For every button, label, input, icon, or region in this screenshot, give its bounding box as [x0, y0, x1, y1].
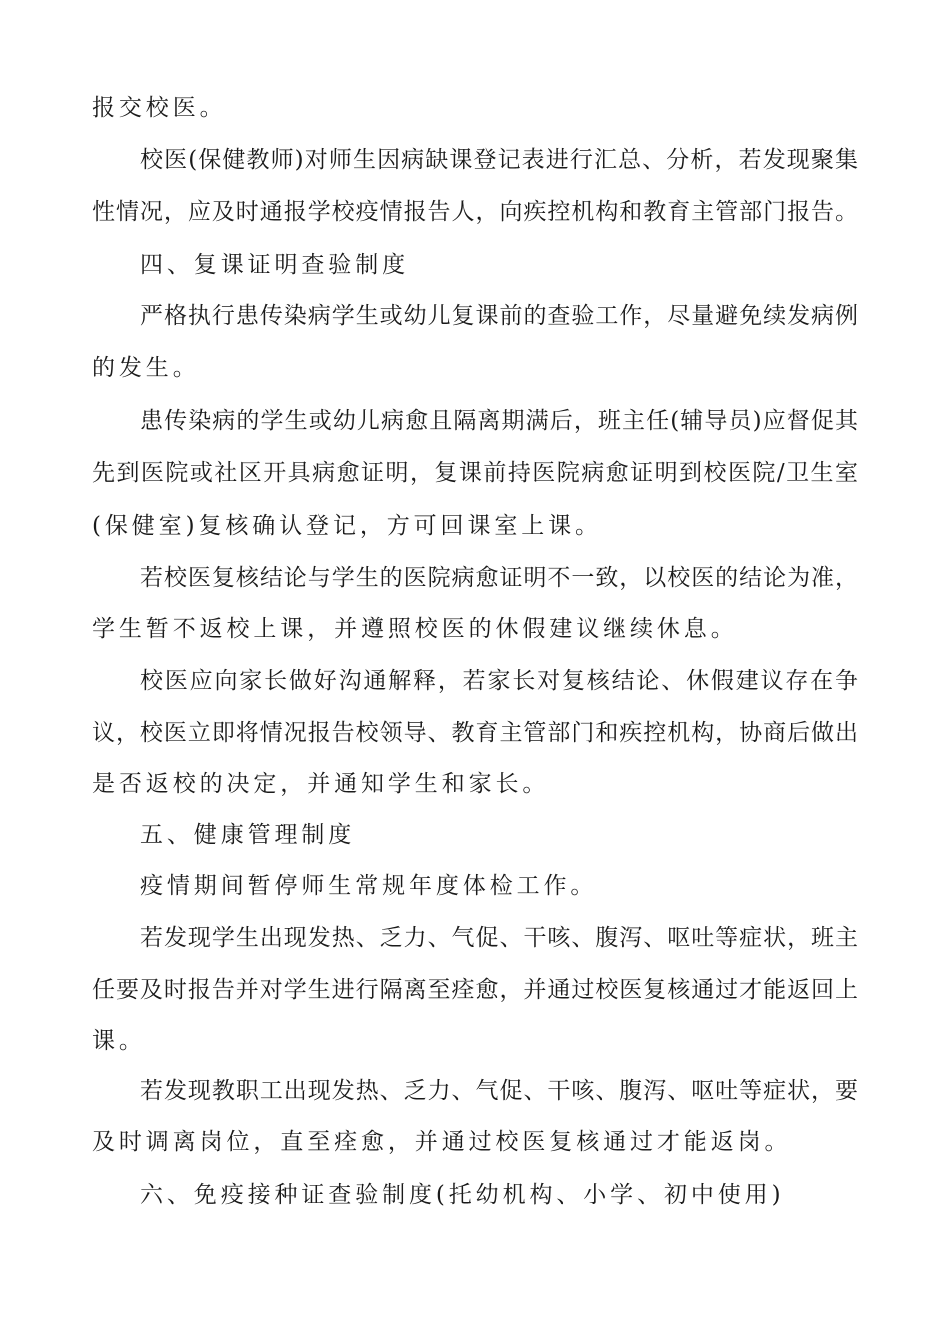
paragraph-line: 学生暂不返校上课，并遵照校医的休假建议继续休息。 — [92, 616, 738, 642]
paragraph-line: 若校医复核结论与学生的医院病愈证明不一致，以校医的结论为准， — [140, 565, 858, 591]
section-heading: 四、复课证明查验制度 — [140, 252, 409, 278]
paragraph-line: 是否返校的决定，并通知学生和家长。 — [92, 771, 550, 797]
paragraph-line: 先到医院或社区开具病愈证明，复课前持医院病愈证明到校医院/卫生室 — [92, 460, 858, 486]
paragraph-line: 若发现学生出现发热、乏力、气促、干咳、腹泻、呕吐等症状，班主 — [140, 925, 858, 951]
paragraph-line: 任要及时报告并对学生进行隔离至痊愈，并通过校医复核通过才能返回上 — [92, 977, 858, 1003]
paragraph-line: 的发生。 — [92, 355, 200, 381]
paragraph-line: 校医应向家长做好沟通解释，若家长对复核结论、休假建议存在争 — [140, 668, 858, 694]
paragraph-line: 严格执行患传染病学生或幼儿复课前的查验工作，尽量避免续发病例 — [140, 303, 858, 329]
paragraph-line: 校医(保健教师)对师生因病缺课登记表进行汇总、分析，若发现聚集 — [140, 147, 858, 173]
paragraph-line: 报交校医。 — [92, 95, 227, 121]
paragraph-line: 及时调离岗位，直至痊愈，并通过校医复核通过才能返岗。 — [92, 1129, 792, 1155]
paragraph-line: 若发现教职工出现发热、乏力、气促、干咳、腹泻、呕吐等症状，要 — [140, 1078, 858, 1104]
section-heading: 六、免疫接种证查验制度(托幼机构、小学、初中使用) — [140, 1182, 785, 1208]
paragraph-line: 疫情期间暂停师生常规年度体检工作。 — [140, 873, 598, 899]
paragraph-line: 患传染病的学生或幼儿病愈且隔离期满后，班主任(辅导员)应督促其 — [140, 408, 858, 434]
paragraph-line: 课。 — [92, 1028, 146, 1054]
paragraph-line: 议，校医立即将情况报告校领导、教育主管部门和疾控机构，协商后做出 — [92, 720, 858, 746]
section-heading: 五、健康管理制度 — [140, 822, 356, 848]
paragraph-line: (保健室)复核确认登记，方可回课室上课。 — [92, 513, 602, 539]
paragraph-line: 性情况，应及时通报学校疫情报告人，向疾控机构和教育主管部门报告。 — [92, 199, 858, 225]
